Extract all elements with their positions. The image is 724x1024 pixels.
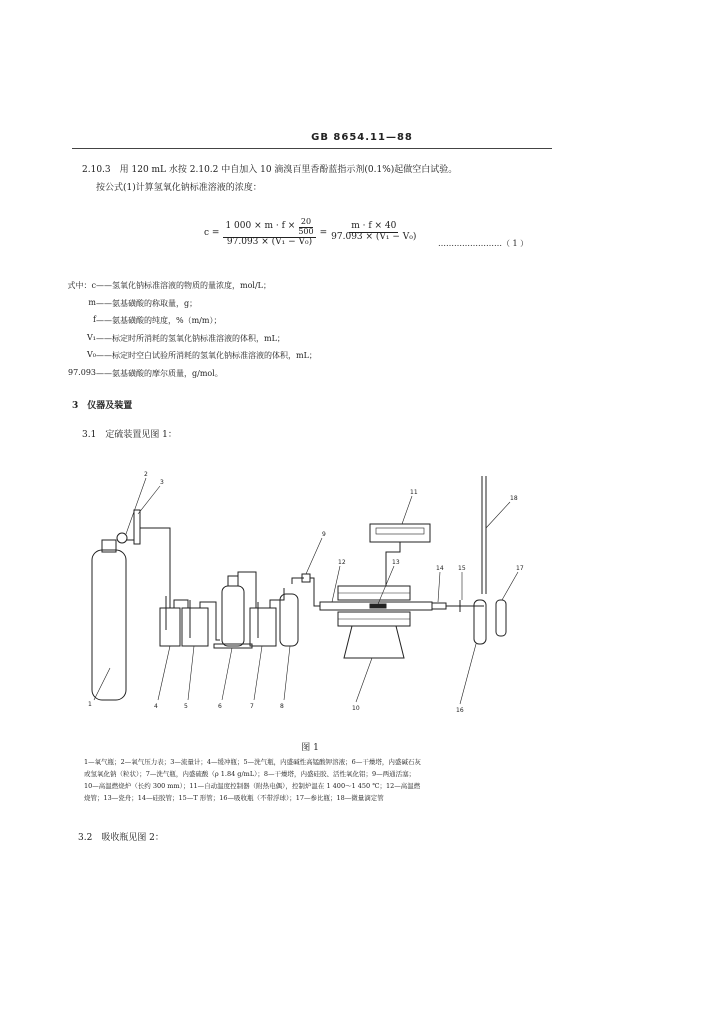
label-18: 18 bbox=[510, 495, 518, 502]
definition-symbol: V₁ bbox=[87, 332, 96, 342]
flowmeter bbox=[134, 510, 140, 544]
apparatus-diagram bbox=[70, 468, 590, 718]
formula-fraction-right bbox=[331, 222, 416, 243]
definition-symbol: V₀ bbox=[87, 350, 96, 359]
leader-17 bbox=[502, 572, 518, 600]
definition-text: ——氨基磺酸的纯度，%（m/m）； bbox=[96, 316, 222, 325]
definition-row bbox=[60, 298, 480, 316]
wash-bottle-5 bbox=[182, 608, 208, 646]
label-11: 11 bbox=[410, 489, 418, 496]
numerator-text: 1 000 × m · f × bbox=[225, 221, 296, 232]
definition-row bbox=[60, 315, 480, 333]
label-17: 17 bbox=[516, 565, 524, 572]
formula-number: ……………………（ 1 ） bbox=[438, 239, 529, 248]
section-3-1: 3.1 定硫装置见图 1： bbox=[82, 430, 177, 440]
drying-tower-6 bbox=[222, 586, 244, 646]
leader-16 bbox=[460, 644, 476, 704]
leader-8 bbox=[284, 646, 290, 700]
definition-text: ——氢氧化钠标准溶液的物质的量浓度，mol/L； bbox=[96, 281, 271, 290]
silicone-tube bbox=[432, 603, 446, 609]
legend-line: 烧管；13—瓷舟；14—硅胶管；15—T 形管；16—吸收瓶（不带浮球）；17—参比瓶；18—微量滴定管 bbox=[84, 794, 384, 802]
definition-row bbox=[60, 333, 480, 351]
leader-7 bbox=[254, 646, 262, 700]
definition-symbol: f bbox=[93, 315, 96, 324]
drying-tower-8 bbox=[280, 594, 298, 646]
label-2: 2 bbox=[144, 471, 148, 478]
label-9: 9 bbox=[322, 531, 326, 538]
leader-6 bbox=[222, 648, 232, 700]
definition-symbol: m bbox=[88, 297, 96, 307]
leader-18 bbox=[486, 502, 510, 528]
leader-14 bbox=[438, 572, 440, 602]
label-14: 14 bbox=[436, 565, 444, 572]
leader-12 bbox=[332, 566, 340, 602]
section-3-heading: 3 仪器及装置 bbox=[72, 401, 133, 411]
formula-denominator-left: 97.093 × (V₁ − V₀) bbox=[226, 236, 313, 247]
leader-10 bbox=[356, 658, 372, 702]
definition-symbol: 式中：c bbox=[67, 281, 96, 290]
definition-symbol: 97.093 bbox=[68, 367, 96, 377]
leader-2 bbox=[126, 478, 146, 534]
label-16: 16 bbox=[456, 707, 464, 714]
temperature-controller bbox=[370, 524, 430, 542]
leader-4 bbox=[158, 646, 170, 700]
figure-caption: 图 1 bbox=[301, 743, 319, 753]
standard-header: GB 8654.11—88 bbox=[311, 132, 413, 143]
label-1: 1 bbox=[88, 701, 92, 708]
formula-denominator-right: 97.093 × (V₁ − V₀) bbox=[331, 232, 417, 243]
definition-text: ——标定时空白试验所消耗的氢氧化钠标准溶液的体积，mL； bbox=[96, 351, 317, 360]
definition-row bbox=[60, 350, 480, 368]
leader-3 bbox=[138, 486, 160, 514]
label-15: 15 bbox=[458, 565, 466, 572]
inner-denominator: 500 bbox=[298, 226, 314, 236]
part-labels bbox=[88, 471, 524, 714]
porcelain-boat bbox=[370, 604, 386, 608]
legend-line: 或氢氧化钠（粒状）；7—洗气瓶，内盛硫酸（ρ 1.84 g/mL）；8—干燥塔，内盛硅胶、活性氧化铝；9—两通活塞； bbox=[84, 770, 416, 778]
formula-numerator-right: m · f × 40 bbox=[351, 221, 397, 232]
tower-6-top bbox=[228, 576, 238, 586]
pipe-7-8 bbox=[270, 588, 284, 608]
furnace-stand bbox=[344, 626, 404, 658]
label-7: 7 bbox=[250, 703, 254, 710]
label-13: 13 bbox=[392, 559, 400, 566]
section-2-10-3-line1: 2.10.3 用 120 mL 水按 2.10.2 中自加入 10 滴溴百里香酚蓝指示剂(0.1%)起做空白试验。 bbox=[82, 165, 458, 175]
leader-9 bbox=[306, 538, 322, 574]
inner-numerator: 20 bbox=[300, 217, 312, 226]
header-rule bbox=[72, 148, 552, 149]
inner-fraction bbox=[298, 218, 313, 237]
formula-lhs: c = bbox=[204, 227, 220, 238]
leader-lines bbox=[94, 478, 518, 704]
label-4: 4 bbox=[154, 703, 158, 710]
definitions-list bbox=[60, 280, 480, 385]
oxygen-cylinder bbox=[92, 550, 126, 700]
section-2-10-3-line2: 按公式(1)计算氢氧化钠标准溶液的浓度： bbox=[96, 183, 262, 193]
buffer-bottle bbox=[160, 608, 180, 646]
legend-line: 1—氧气瓶；2—氧气压力表；3—流量计；4—缓冲瓶；5—洗气瓶，内盛碱性高锰酸钾溶液；6—干燥塔，内盛碱石灰 bbox=[84, 758, 421, 766]
leader-11 bbox=[402, 496, 412, 524]
pipe-4-5 bbox=[174, 600, 188, 608]
label-3: 3 bbox=[160, 479, 164, 486]
label-10: 10 bbox=[352, 705, 360, 712]
formula-numerator-left bbox=[223, 218, 315, 238]
wash-bottle-7 bbox=[250, 608, 276, 646]
section-3-2: 3.2 吸收瓶见图 2： bbox=[78, 833, 164, 843]
reference-bottle bbox=[496, 600, 506, 636]
leader-1 bbox=[94, 668, 110, 700]
formula-equals: = bbox=[319, 227, 328, 238]
figure-legend bbox=[84, 756, 564, 804]
definition-row bbox=[60, 280, 480, 298]
formula-fraction-left bbox=[223, 218, 315, 247]
label-8: 8 bbox=[280, 703, 284, 710]
definition-row bbox=[60, 368, 480, 386]
pipe-6-7 bbox=[238, 572, 256, 608]
label-5: 5 bbox=[184, 703, 188, 710]
absorption-bottle bbox=[474, 600, 486, 644]
pipe-valve-furnace bbox=[310, 578, 320, 606]
definition-text: ——氨基磺酸的称取量，g； bbox=[96, 298, 198, 308]
legend-line: 10—高温燃烧炉（长约 300 mm）；11—自动温度控制器（附热电偶），控制炉温在 1 400～1 450 ℃；12—高温燃 bbox=[84, 782, 421, 790]
leader-5 bbox=[188, 646, 194, 700]
pressure-gauge bbox=[117, 533, 127, 543]
definition-text: ——氨基磺酸的摩尔质量，g/mol。 bbox=[96, 368, 223, 378]
definition-text: ——标定时所消耗的氢氧化钠标准溶液的体积，mL； bbox=[96, 333, 285, 343]
controller-display bbox=[376, 528, 424, 534]
label-6: 6 bbox=[218, 703, 222, 710]
formula-1 bbox=[204, 218, 420, 247]
label-12: 12 bbox=[338, 559, 346, 566]
